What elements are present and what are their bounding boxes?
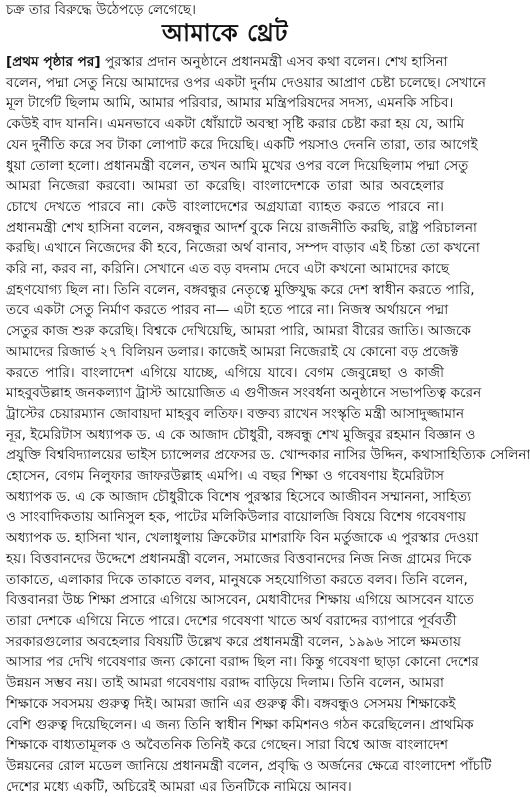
article-line: তারা দেশকে এগিয়ে নিতে পারে। দেশের গবেষণা খাতে অর্থ বরাদ্দের ব্যাপারে পূর্ববর্তী xyxy=(6,612,457,629)
continuation-kicker: [প্রথম পৃষ্ঠার পর] xyxy=(6,54,101,70)
article-line: আসার পর দেখি গবেষণার জন্য কোনো বরাদ্দ ছিল না। কিন্তু গবেষণা ছাড়া কোনো দেশের xyxy=(6,654,479,671)
article-line: ট্রাস্টের চেয়ারম্যান জোবায়দা মাহবুব লতিফ। বক্তব্য রাখেন সংস্কৃতি মন্ত্রী আসাদুজ্জামান xyxy=(6,405,465,422)
article-line: তবে একটা সেতু নির্মাণ করতে পারব না— এটা হতে পারে না। নিজস্ব অর্থায়নে পদ্মা xyxy=(6,302,449,319)
article-line: আমাদের রিজার্ভ ২৭ বিলিয়ন ডলার। কাজেই আমরা নিজেরাই যে কোনো বড় প্রজেক্ট xyxy=(6,343,459,360)
article-line: ও সাংবাদিকতায় আনিসুল হক, পাটের মলিকিউলার বায়োলজি বিষয়ে বিশেষ গবেষণায় xyxy=(6,509,467,526)
article-line: করছি। এখানে নিজেদের কী হবে, নিজেরা অর্থ বানাব, সম্পদ বাড়াব এই চিন্তা তো কখনো xyxy=(6,240,480,257)
article-line: হোসেন, বেগম নিলুফার জাফরউল্লাহ এমপি। এ বছর শিক্ষা ও গবেষণায় ইমেরিটাস xyxy=(6,468,444,485)
article-line: হয়। বিত্তবানদের উদ্দেশে প্রধানমন্ত্রী বলেন, সমাজের বিত্তবানদের নিজ নিজ গ্রামের দিকে xyxy=(6,550,472,567)
article-line: সেতুর কাজ শুরু করেছি। বিশ্বকে দেখিয়েছি, আমরা পারি, আমরা বীরের জাতি। আজকে xyxy=(6,323,471,340)
article-line: চোখে দেখতে পারবে না। কেউ বাংলাদেশের অগ্রযাত্রা ব্যাহত করতে পারবে না। xyxy=(6,198,444,215)
continued-text-line: চক্র তার বিরুদ্ধে উঠেপড়ে লেগেছে। xyxy=(6,2,196,18)
article-line: অধ্যাপক ড. হাসিনা খান, খেলাধুলায় ক্রিকেটার মাশরাফি বিন মর্তুজাকে এ পুরস্কার দেওয়া xyxy=(6,530,479,547)
article-line: উন্নয়ন সম্ভব নয়। তাই আমরা গবেষণায় বরাদ্দ বাড়িয়ে দিলাম। তিনি বলেন, আমরা xyxy=(6,675,444,692)
article-line: করতে পারি। বাংলাদেশ এগিয়ে যাচ্ছে, এগিয়ে যাবে। বেগম জেবুন্নেছা ও কাজী xyxy=(6,364,444,381)
article-line: [প্রথম পৃষ্ঠার পর] পুরস্কার প্রদান অনুষ্ঠানে প্রধানমন্ত্রী এসব কথা বলেন। শেখ হাসিনা xyxy=(6,54,448,70)
article-line: শিক্ষাকে বাধ্যতামূলক ও অবৈতনিক তিনিই করে গেছেন। সারা বিশ্বে আজ বাংলাদেশ xyxy=(6,737,449,754)
article-body xyxy=(6,52,530,797)
article-line: ধুয়া তোলা হলো। প্রধানমন্ত্রী বলেন, তখন আমি মুখের ওপর বলে দিয়েছিলাম পদ্মা সেতু xyxy=(6,157,469,174)
article-line: তাকাতে, এলাকার দিকে তাকাতে বলব, মানুষকে সহযোগিতা করতে বলব। তিনি বলেন, xyxy=(6,571,468,588)
article-line: গ্রহণযোগ্য ছিল না। তিনি বলেন, বঙ্গবন্ধুর নেতৃত্বে মুক্তিযুদ্ধ করে দেশ স্বাধীন করতে পারি, xyxy=(6,281,475,298)
article-line: বেশি গুরুত্ব দিয়েছিলেন। এ জন্য তিনি স্বাধীন শিক্ষা কমিশনও গঠন করেছিলেন। প্রাথমিক xyxy=(6,716,474,733)
article-line: মূল টার্গেট ছিলাম আমি, আমার পরিবার, আমার মন্ত্রিপরিষদের সদস্য, এমনকি সচিব। xyxy=(6,95,454,112)
article-line: আমরা নিজেরা করবো। আমরা তা করেছি। বাংলাদেশকে তারা আর অবহেলার xyxy=(6,178,444,195)
article-line: উন্নয়নের রোল মডেল জানিয়ে প্রধানমন্ত্রী বলেন, প্রবৃদ্ধি ও অর্জনের ক্ষেত্রে বাংলাদেশ পাঁচটি xyxy=(6,757,492,774)
article-line: প্রযুক্তি বিশ্ববিদ্যালয়ের ভাইস চ্যান্সেলর প্রফেসর ড. খোন্দকার নাসির উদ্দিন, কথাসাহিত্যিক সেলিনা xyxy=(6,447,530,464)
article-line: বলেন, পদ্মা সেতু নিয়ে আমাদের ওপর একটা দুর্নাম দেওয়ার আপ্রাণ চেষ্টা চলেছে। সেখানে xyxy=(6,74,486,91)
article-line: দেশের মধ্যে একটি, অচিরেই আমরা এর তিনটিকে নামিয়ে আনব। xyxy=(6,778,352,795)
article-line: মাহবুবউল্লাহ জনকল্যাণ ট্রাস্ট আয়োজিত এ গুণীজন সংবর্ধনা অনুষ্ঠানে সভাপতিত্ব করেন xyxy=(6,385,482,402)
article-line: যেন দুর্নীতি করে সব টাকা লোপাট করে দিয়েছি। একটি পয়সাও দেননি তারা, তার আগেই xyxy=(6,136,478,153)
article-headline: আমাকে থ্রেট xyxy=(161,19,289,47)
article-line: কেউই বাদ যাননি। এমনভাবে একটা ধোঁয়াটে অবস্থা সৃষ্টি করার চেষ্টা করা হয় যে, আমি xyxy=(6,116,465,133)
article-line: সরকারগুলোর অবহেলার বিষয়টি উল্লেখ করে প্রধানমন্ত্রী বলেন, ১৯৯৬ সালে ক্ষমতায় xyxy=(6,633,461,650)
article-line: অধ্যাপক ড. এ কে আজাদ চৌধুরীকে বিশেষ পুরস্কার হিসেবে আজীবন সম্মাননা, সাহিত্য xyxy=(6,488,472,505)
article-line: করি না, করব না, করিনি। সেখানে এত বড় বদনাম দেবে এটা কখনো আমাদের কাছে xyxy=(6,261,450,278)
article-line: প্রধানমন্ত্রী শেখ হাসিনা বলেন, বঙ্গবন্ধুর আদর্শ বুকে নিয়ে রাজনীতি করছি, রাষ্ট্র পরিচালনা xyxy=(6,219,478,236)
article-line: শিক্ষাকে সবসময় গুরুত্ব দিই। আমরা জানি এর গুরুত্ব কী। বঙ্গবন্ধুও সেসময় শিক্ষাকেই xyxy=(6,695,456,712)
article-line: নূর, ইমেরিটাস অধ্যাপক ড. এ কে আজাদ চৌধুরী, বঙ্গবন্ধু শেখ মুজিবুর রহমান বিজ্ঞান ও xyxy=(6,426,476,443)
article-line: বিত্তবানরা উচ্চ শিক্ষা প্রসারে এগিয়ে আসবেন, মেধাবীদের শিক্ষায় এগিয়ে আসবেন যাতে xyxy=(6,592,474,609)
